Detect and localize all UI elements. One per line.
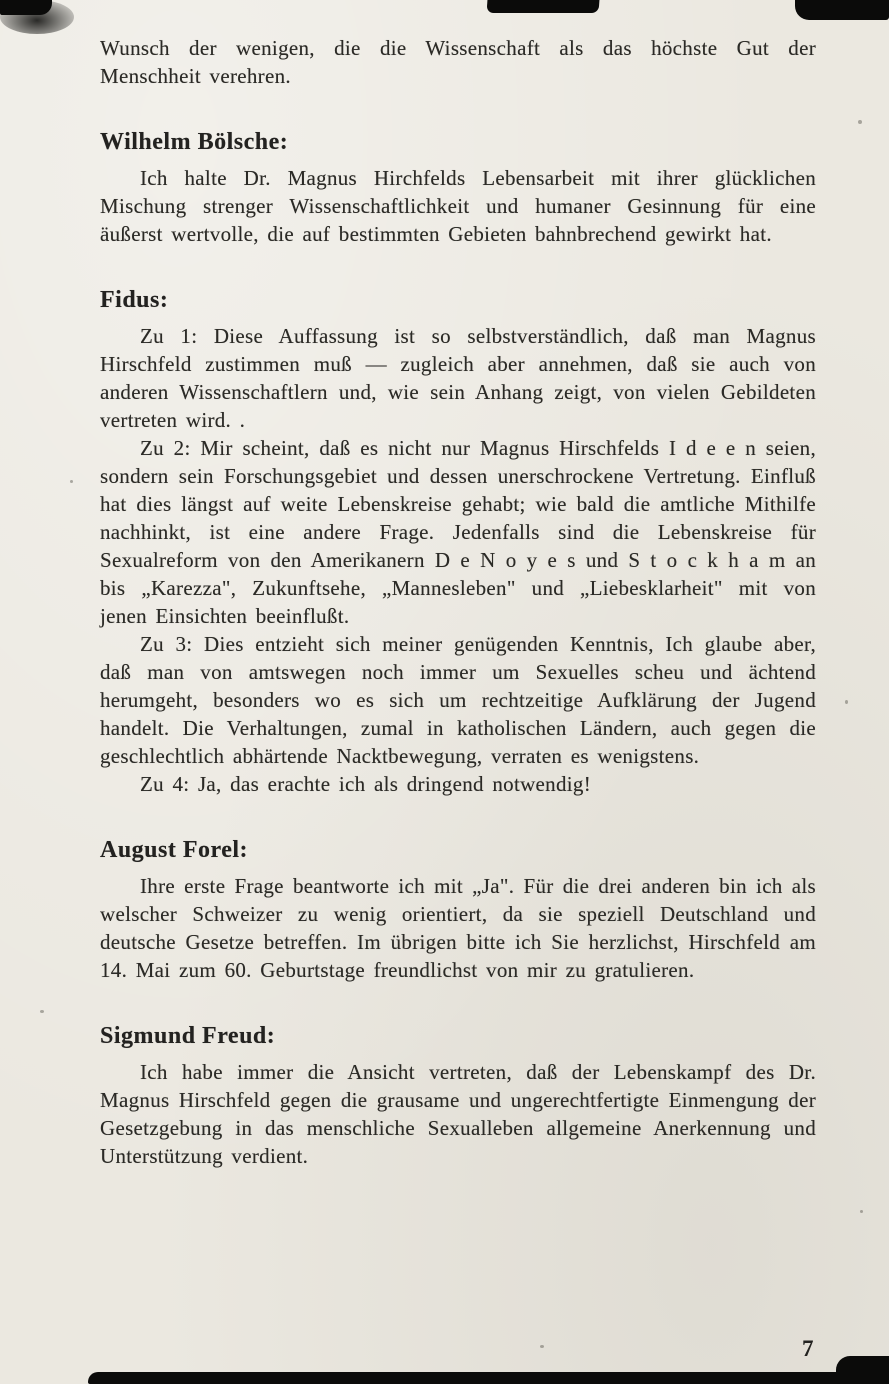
scan-speck: [860, 1210, 863, 1213]
scan-speck: [40, 1010, 44, 1013]
scan-speck: [70, 480, 73, 483]
text-block: [100, 34, 816, 1170]
scan-speck: [845, 700, 848, 704]
paragraph-fidus-3: Zu 3: Dies entzieht sich meiner genügenden Kenntnis, Ich glaube aber, daß man von amtswegen noch immer um Sexuelles scheu und ächtend herumgeht, besonders wo es sich um rechtzeitige Aufklärung der Jugend handelt. Die Verhaltungen, zumal in katholischen Ländern, auch gegen die geschlechtlich abhärtende Nacktbewegung, verraten es wenigstens.: [100, 632, 816, 768]
section-heading-august-forel: August Forel:: [100, 837, 249, 863]
paragraph-fidus-2: Zu 2: Mir scheint, daß es nicht nur Magnus Hirschfelds I d e e n seien, sondern sein Forschungsgebiet und dessen unerschrockene Vertretung. Einfluß hat dies längst auf weite Lebenskreise gehabt; wie bald die amtliche Mithilfe nachhinkt, ist eine andere Frage. Jedenfalls sind die Lebenskreise für Sexualreform von den Amerikanern D e N o y e s und S t o c k h a m an bis „Karezza", Zukunftsehe, „Mannesleben" und „Liebesklarheit" mit von jenen Einsichten beeinflußt.: [100, 436, 816, 628]
scan-speck: [858, 120, 862, 124]
paragraph-fidus-4: Zu 4: Ja, das erachte ich als dringend notwendig!: [140, 772, 591, 796]
paragraph-boelsche-1: Ich halte Dr. Magnus Hirchfelds Lebensarbeit mit ihrer glücklichen Mischung strenger Wissenschaftlichkeit und humaner Gesinnung für eine äußerst wertvolle, die auf bestimmten Gebieten bahnbrechend gewirkt hat.: [100, 166, 816, 246]
intro-paragraph: Wunsch der wenigen, die die Wissenschaft als das höchste Gut der Menschheit verehren.: [100, 36, 816, 88]
scan-artifact-top-right: [795, 0, 889, 20]
paragraph-freud-1: Ich habe immer die Ansicht vertreten, daß der Lebenskampf des Dr. Magnus Hirschfeld gegen die grausame und ungerechtfertigte Einmengung der Gesetzgebung in das menschliche Sexualleben allgemeine Anerkennung und Unterstützung verdient.: [100, 1060, 816, 1168]
scan-speck: [540, 1345, 544, 1348]
scan-artifact-top-left: [0, 0, 52, 15]
scan-artifact-bottom-bar: [88, 1372, 889, 1384]
scan-artifact-bottom-right: [836, 1356, 889, 1384]
page-number: 7: [802, 1336, 814, 1361]
section-heading-wilhelm-boelsche: Wilhelm Bölsche:: [100, 129, 289, 155]
scan-artifact-top-middle: [487, 0, 600, 13]
paragraph-forel-1: Ihre erste Frage beantworte ich mit „Ja". Für die drei anderen bin ich als welscher Schweizer zu wenig orientiert, da sie speziell Deutschland und deutsche Gesetze betreffen. Im übrigen bitte ich Sie herzlichst, Hirschfeld am 14. Mai zum 60. Geburtstage freundlichst von mir zu gratulieren.: [100, 874, 816, 982]
section-heading-fidus: Fidus:: [100, 287, 169, 313]
section-heading-sigmund-freud: Sigmund Freud:: [100, 1023, 276, 1049]
paragraph-fidus-1: Zu 1: Diese Auffassung ist so selbstverständlich, daß man Magnus Hirschfeld zustimmen muß — zugleich aber annehmen, daß sie auch von anderen Wissenschaftlern und, wie sein Anhang zeigt, von vielen Gebildeten vertreten wird. .: [100, 324, 816, 432]
